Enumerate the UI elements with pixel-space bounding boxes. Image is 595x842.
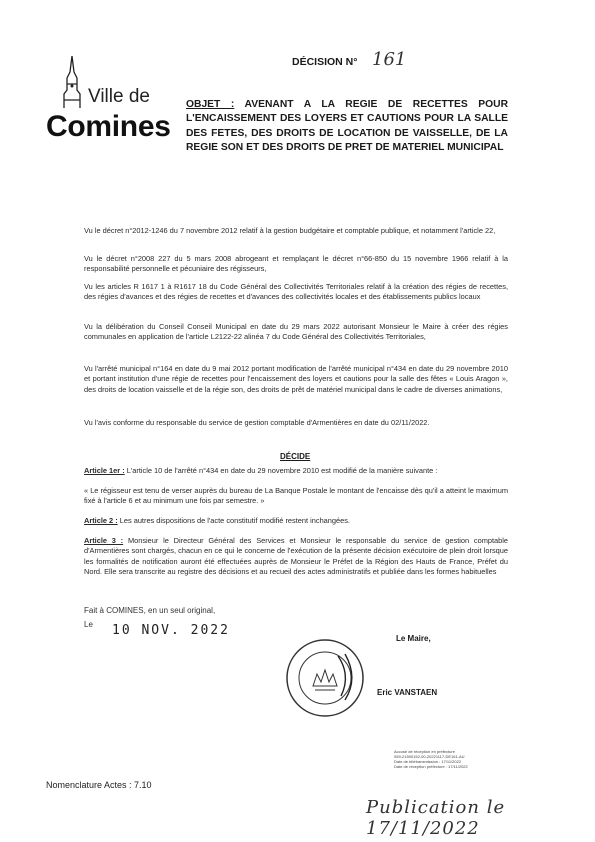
vu-paragraph-2: Vu le décret n°2008 227 du 5 mars 2008 abrogeant et remplaçant le décret n°66-850 du 15 novembre 1966 relatif à la responsabilité personnelle et pécuniaire des régisseurs,	[84, 254, 508, 274]
objet-text: AVENANT A LA REGIE DE RECETTES POUR L'ENCAISSEMENT DES LOYERS ET CAUTIONS POUR LA SALLE DES FETES, DES DROITS DE LOCATION DE VAISSELLE, DE LA REGIE SON ET DES DROITS DE PRET DE MATERIEL MUNICIPAL	[186, 99, 509, 154]
signer-name: Eric VANSTAEN	[377, 688, 438, 697]
stamp-line-4: Date de réception préfecture : 17/11/2022	[394, 764, 468, 769]
maire-title: Le Maire,	[396, 634, 431, 643]
vu-paragraph-3: Vu les articles R 1617 1 à R1617 18 du Code Général des Collectivités Territoriales relatif à la création des régies de recettes, des régies d'avances et des régies de recettes et d'avances des collectivités locales et des établissements publics locaux	[84, 282, 508, 302]
vu-paragraph-1: Vu le décret n°2012-1246 du 7 novembre 2012 relatif à la gestion budgétaire et comptable publique, et notamment l'article 22,	[84, 226, 496, 235]
logo-ville-text: Ville de	[88, 86, 150, 107]
stamp-line-2: 059-21590152-00-20221117-DE161-AU	[394, 754, 465, 759]
article-2-text: Les autres dispositions de l'acte constitutif modifié restent inchangées.	[117, 516, 350, 525]
article-3-label: Article 3 :	[84, 536, 124, 545]
mairie-seal-icon	[283, 636, 367, 720]
article-3	[84, 536, 508, 578]
vu-paragraph-4: Vu la délibération du Conseil Conseil Municipal en date du 29 mars 2022 autorisant Monsieur le Maire à créer des régies communales en application de l'article L2122-22 alinéa 7 du Code Général des Collectivités Territoriales,	[84, 322, 508, 342]
le-label: Le	[84, 620, 93, 629]
fait-a-line: Fait à COMINES, en un seul original,	[84, 606, 216, 615]
decision-title: DÉCISION N°	[292, 56, 358, 68]
church-spire-icon	[60, 56, 84, 108]
vu-paragraph-5: Vu l'arrêté municipal n°164 en date du 9 mai 2012 portant modification de l'arrêté municipal n°434 en date du 29 novembre 2010 et portant institution d'une régie de recettes pour l'encaissement des loyers et cautions pour la salle des fêtes « Louis Aragon », des droits de location vaisselle et de la régie son, des droits de prêt de matériel municipal dans le cadre de diverses animations,	[84, 364, 508, 394]
article-1-text: L'article 10 de l'arrêté n°434 en date du 29 novembre 2010 est modifié de la manière suivante :	[124, 466, 438, 475]
article-2	[84, 516, 508, 526]
article-3-text: Monsieur le Directeur Général des Services et Monsieur le responsable du service de gestion comptable d'Armentières sont chargés, chacun en ce qui le concerne de l'exécution de la présente décision exécutoire de plein droit lorsque les formalités de notification auront été effectuées auprès de Monsieur le Préfet de la Région des Hauts de France, Préfet du Nord. Elle sera transcrite au registre des décisions et au recueil des actes administratifs et publiée dans les formes habituelles	[84, 536, 508, 577]
stamp-line-1: Accusé de réception en préfecture	[394, 749, 455, 754]
decide-heading: DÉCIDE	[280, 452, 311, 461]
article-1-quote: « Le régisseur est tenu de verser auprès du bureau de La Banque Postale le montant de l'encaisse dès qu'il a atteint le maximum fixé à l'article 6 et au minimum une fois par semestre. »	[84, 486, 508, 506]
article-2-label: Article 2 :	[84, 516, 118, 525]
nomenclature-text: Nomenclature Actes : 7.10	[46, 780, 152, 790]
article-1	[84, 466, 508, 476]
objet-block	[186, 98, 508, 156]
prefecture-stamp	[394, 749, 522, 772]
city-logo	[46, 56, 171, 146]
logo-comines-text: Comines	[46, 110, 171, 143]
stamp-line-3: Date de télétransmission : 17/11/2022	[394, 759, 462, 764]
decision-number: 161	[372, 49, 407, 70]
vu-paragraph-6: Vu l'avis conforme du responsable du service de gestion comptable d'Armentières en date du 02/11/2022.	[84, 418, 430, 427]
objet-label: OBJET :	[186, 99, 235, 110]
article-1-label: Article 1er :	[84, 466, 125, 475]
publication-handwritten: Publication le 17/11/2022	[366, 797, 506, 839]
date-stamp: 10 NOV. 2022	[112, 623, 230, 638]
